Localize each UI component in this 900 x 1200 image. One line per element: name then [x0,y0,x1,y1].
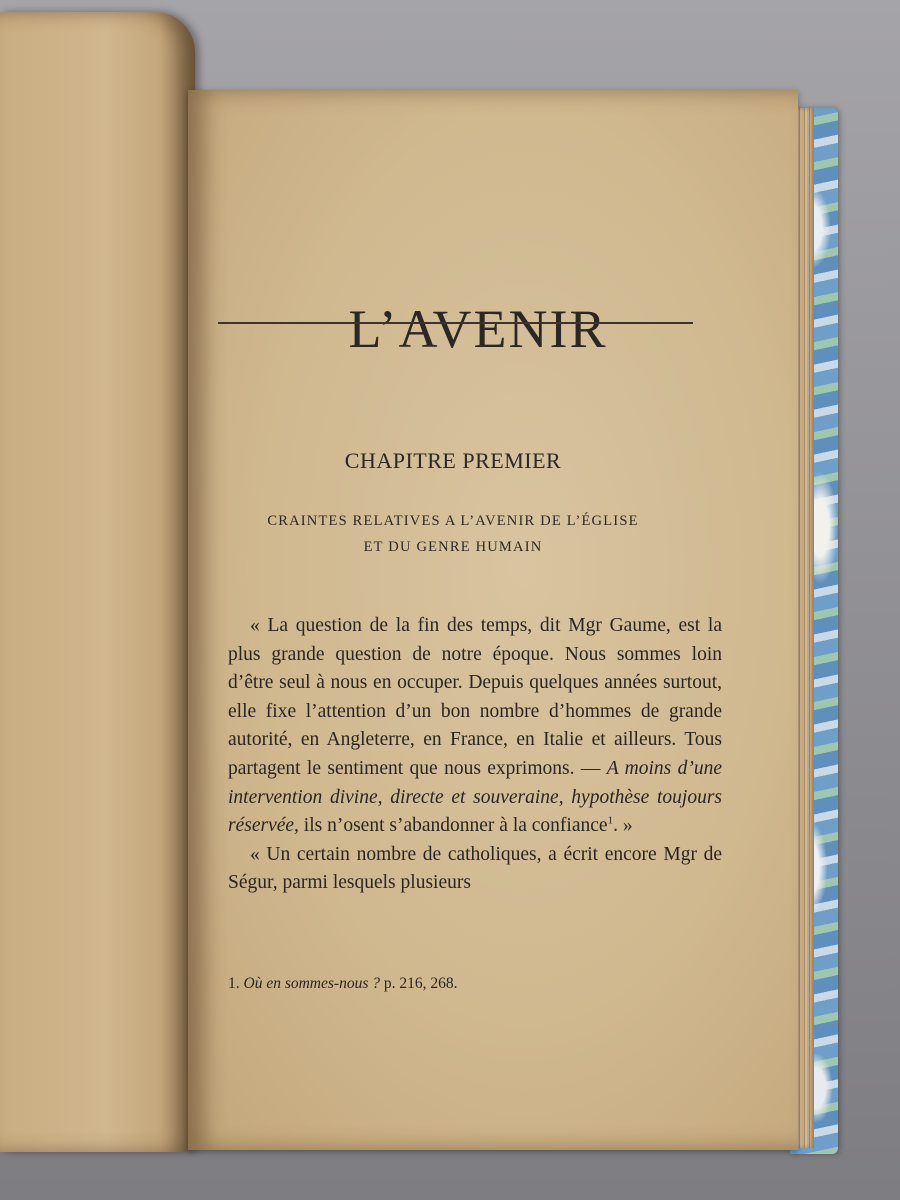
footnote-title: Où en sommes-nous ? [243,975,380,992]
chapter-heading: CHAPITRE PREMIER [344,448,562,473]
chapter-subtitle-line-2: ET DU GENRE HUMAIN [363,539,543,555]
footnote [228,975,722,993]
left-page [0,12,195,1152]
footnote-reference: 1 [607,814,614,827]
paragraph-1-continuation: ils n’osent s’abandonner à la confiance [298,815,608,837]
paragraph-2: « Un certain nombre de catholiques, a écrit encore Mgr de Ségur, parmi lesquels plusieurs [228,843,722,894]
book-title: L’AVENIR [348,299,608,359]
title-rule [218,322,693,324]
paragraph-1-closing: . » [613,815,633,837]
chapter-subtitle-line-1: CRAINTES RELATIVES A L’AVENIR DE L’ÉGLISE [267,513,639,529]
footnote-reference-pages: p. 216, 268. [379,975,458,992]
paragraph-1 [228,612,722,841]
chapter-subtitle [218,508,688,560]
right-page [188,90,798,1150]
body-text [228,612,722,898]
paragraph-1-text: « La question de la fin des temps, dit Mgr Gaume, est la plus grande question de notre époque. Nous sommes loin d’être seul à nous en occuper. Depuis quelques années surtout, elle fixe l’attention d’un bon nombre d’hommes de grande autorité, en Angleterre, en France, en Italie et ailleurs. Tous partagent le sentiment que nous exprimons. — [228,615,722,779]
paragraph-1-italic: A moins d’une intervention divine, directe et souveraine, hypothèse toujours réservée, [228,757,723,837]
footnote-number: 1. [228,975,240,992]
